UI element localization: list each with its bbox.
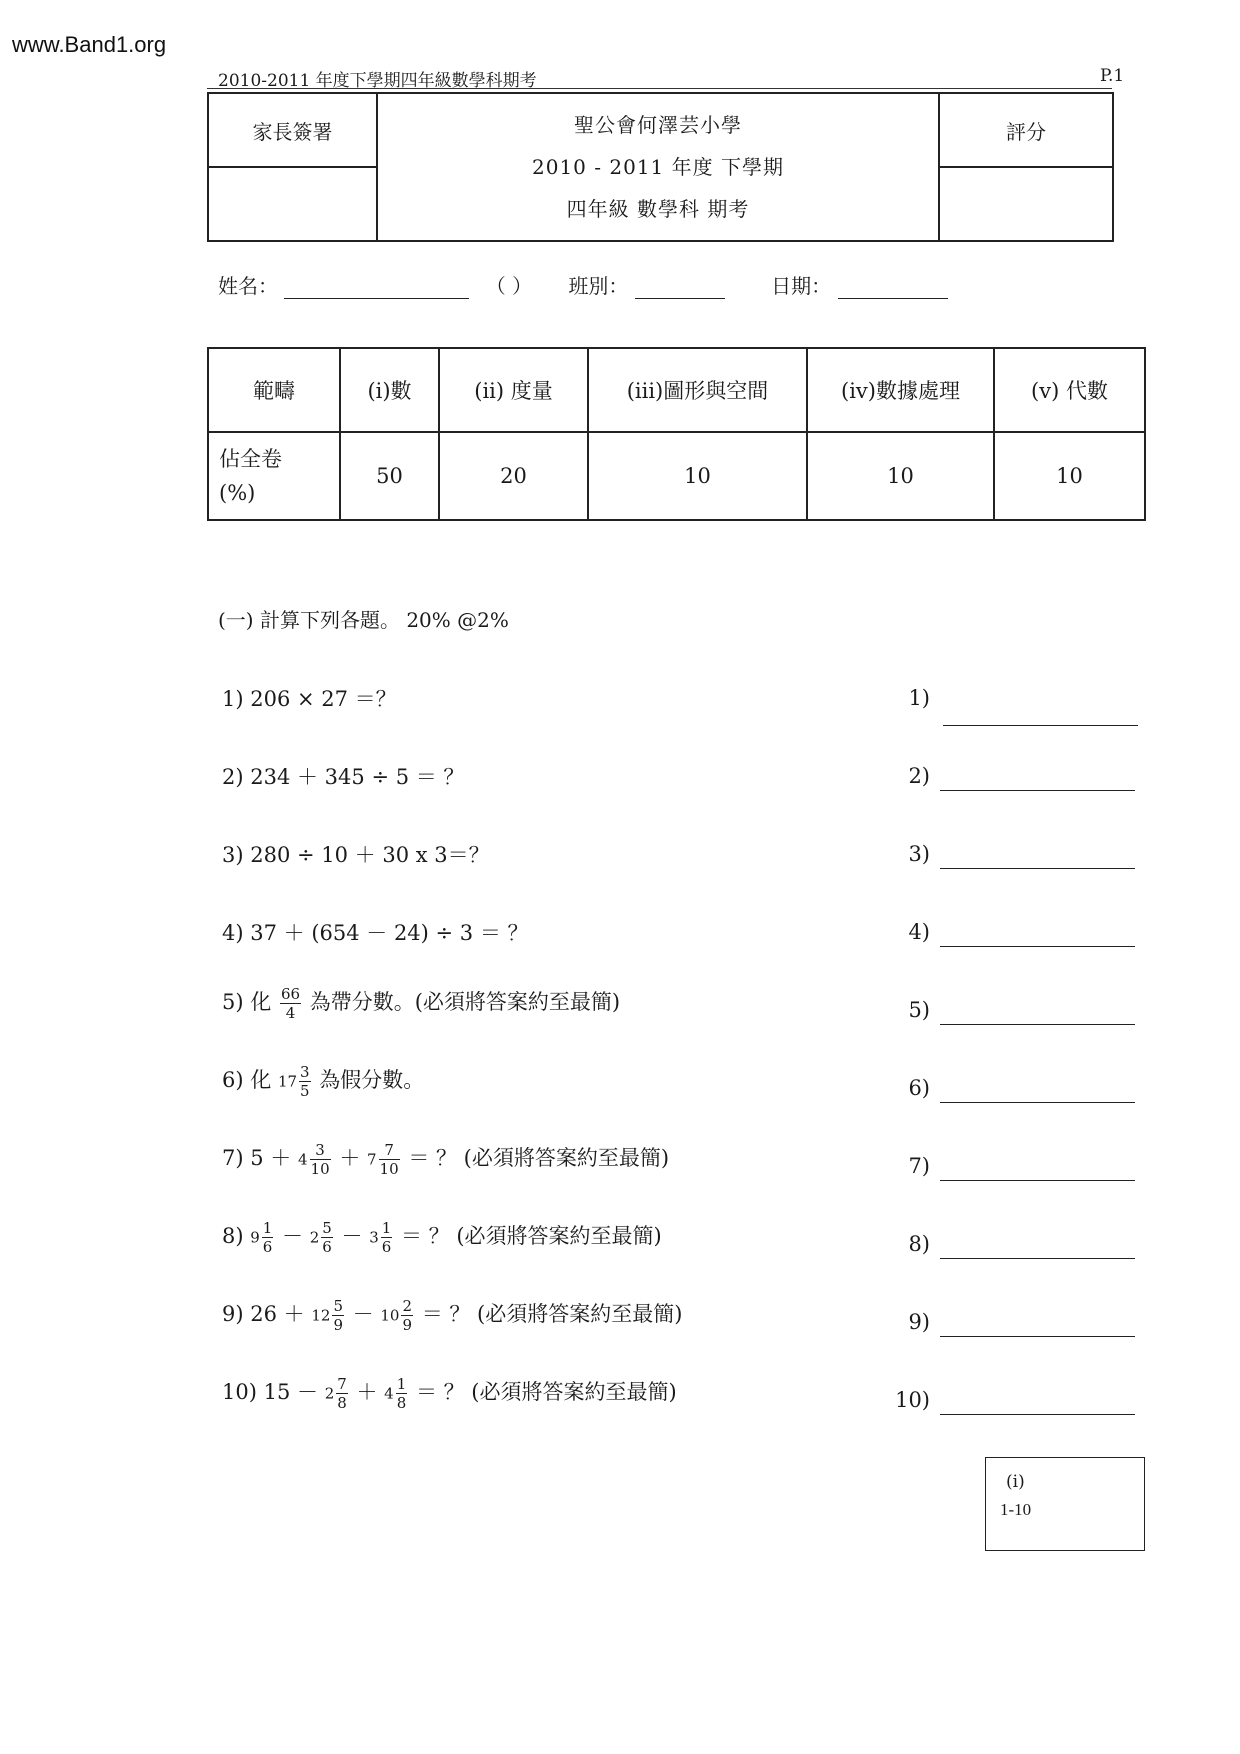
class-field[interactable]: [635, 278, 725, 299]
numerator: 1: [262, 1219, 273, 1237]
answer-line-5[interactable]: [940, 1022, 1135, 1025]
question-4: [222, 917, 529, 947]
question-text: 5 ＋: [250, 1146, 292, 1170]
category-header: (v) 代數: [994, 348, 1145, 432]
name-field[interactable]: [284, 278, 469, 299]
fraction: [310, 1141, 331, 1178]
question-number: 2): [222, 765, 244, 789]
watermark-url: www.Band1.org: [12, 32, 167, 57]
answer-label: 1): [908, 686, 930, 710]
category-percent: 20: [439, 432, 588, 520]
answer-label: 8): [908, 1232, 930, 1256]
denominator: 5: [300, 1082, 310, 1100]
percent-label-line2: (%): [219, 481, 256, 505]
question-text: ＝ ？ (必須將答案約至最簡): [421, 1302, 683, 1326]
numerator: 3: [300, 1063, 310, 1081]
answer-line-6[interactable]: [940, 1100, 1135, 1103]
fraction: [396, 1375, 408, 1412]
whole-number: 12: [311, 1306, 331, 1325]
numerator: 7: [379, 1141, 400, 1160]
category-header: (iii)圖形與空間: [588, 348, 807, 432]
numerator: 2: [402, 1297, 412, 1315]
header-rule: [207, 88, 1112, 89]
school-info-cell: [377, 93, 939, 241]
numerator: 1: [381, 1219, 392, 1237]
question-text: 為帶分數。(必須將答案約至最簡): [309, 990, 621, 1014]
operator: －: [282, 1224, 304, 1248]
operator: ＋: [339, 1146, 361, 1170]
fraction: [381, 1219, 393, 1256]
answer-line-7[interactable]: [940, 1178, 1135, 1181]
denominator: 10: [310, 1160, 330, 1178]
question-text: ＝ ？ (必須將答案約至最簡): [400, 1224, 662, 1248]
numerator: 5: [322, 1219, 332, 1237]
fraction: [401, 1297, 413, 1334]
parent-signature-label: 家長簽署: [208, 93, 377, 167]
numerator: 66: [280, 985, 301, 1003]
fraction: [262, 1219, 274, 1256]
answer-label: 2): [908, 764, 930, 788]
question-number: 1): [222, 687, 244, 711]
question-text: ＝ ？ (必須將答案約至最簡): [415, 1380, 677, 1404]
fraction: [299, 1063, 311, 1100]
parent-signature-field[interactable]: [208, 167, 377, 241]
question-6: [222, 1063, 424, 1100]
numerator: 5: [333, 1297, 343, 1315]
date-field[interactable]: [838, 278, 948, 299]
student-info-row: [218, 270, 948, 299]
category-percent: 10: [994, 432, 1145, 520]
whole-number: 2: [309, 1228, 320, 1247]
whole-number: 10: [380, 1306, 400, 1325]
category-row-header: 範疇: [208, 348, 340, 432]
answer-line-3[interactable]: [940, 866, 1135, 869]
numerator: 1: [396, 1375, 407, 1393]
page-number: P.1: [1100, 66, 1125, 86]
class-label: 班別：: [568, 274, 629, 298]
numerator: 7: [337, 1375, 347, 1393]
answer-label: 7): [908, 1154, 930, 1178]
denominator: 8: [396, 1394, 407, 1412]
answer-label: 3): [908, 842, 930, 866]
fraction: [321, 1219, 333, 1256]
question-1: [222, 683, 397, 713]
exam-header-title: 2010-2011 年度下學期四年級數學科期考: [218, 71, 537, 91]
denominator: 4: [285, 1004, 296, 1022]
numerator: 3: [310, 1141, 331, 1160]
whole-number: 2: [324, 1384, 335, 1403]
date-label: 日期：: [771, 274, 832, 298]
answer-line-9[interactable]: [940, 1334, 1135, 1337]
answer-line-8[interactable]: [940, 1256, 1135, 1259]
denominator: 6: [322, 1238, 332, 1256]
question-text: 234 ＋ 345 ÷ 5 ＝ ？: [250, 765, 465, 789]
category-header: (i)數: [340, 348, 439, 432]
fraction: [379, 1141, 400, 1178]
question-text: 為假分數。: [319, 1068, 425, 1092]
question-number: 9): [222, 1302, 244, 1326]
denominator: 10: [379, 1160, 399, 1178]
year-term: 2010 - 2011 年度 下學期: [532, 155, 784, 179]
question-text: 15 －: [263, 1380, 319, 1404]
whole-number: 9: [250, 1228, 260, 1247]
question-text: 206 × 27 ＝？: [250, 687, 397, 711]
category-percent: 10: [807, 432, 994, 520]
score-label: 評分: [939, 93, 1113, 167]
answer-label: 9): [908, 1310, 930, 1334]
whole-number: 17: [277, 1072, 298, 1091]
question-text: 37 ＋ (654 － 24) ÷ 3 ＝ ？: [250, 921, 529, 945]
percent-row-label: [208, 432, 340, 520]
answer-line-1[interactable]: [943, 723, 1138, 726]
question-5: [222, 985, 620, 1022]
answer-label: 10): [895, 1388, 930, 1412]
question-number: 4): [222, 921, 244, 945]
question-text: 化: [250, 990, 272, 1014]
denominator: 8: [337, 1394, 347, 1412]
category-header: (iv)數據處理: [807, 348, 994, 432]
fraction: [332, 1297, 344, 1334]
answer-label: 4): [908, 920, 930, 944]
question-text: 26 ＋: [250, 1302, 305, 1326]
question-7: [222, 1141, 669, 1178]
operator: ＋: [356, 1380, 378, 1404]
question-number: 5): [222, 990, 244, 1014]
question-10: [222, 1375, 677, 1412]
question-9: [222, 1297, 682, 1334]
question-text: 280 ÷ 10 ＋ 30 x 3＝？: [250, 843, 490, 867]
section-score-box[interactable]: [985, 1457, 1145, 1551]
name-label: 姓名：: [218, 274, 278, 298]
score-box-range: 1-10: [1000, 1500, 1032, 1519]
class-number-field[interactable]: （ ）: [485, 274, 533, 298]
header-table: [207, 92, 1114, 242]
score-box-section: (i): [1006, 1472, 1025, 1492]
answer-line-4[interactable]: [940, 944, 1135, 947]
denominator: 9: [402, 1316, 412, 1334]
whole-number: 7: [367, 1150, 377, 1169]
fraction: [280, 985, 301, 1022]
operator: －: [352, 1302, 374, 1326]
fraction: [336, 1375, 348, 1412]
whole-number: 4: [384, 1384, 394, 1403]
question-text: 化: [250, 1068, 272, 1092]
answer-line-10[interactable]: [940, 1412, 1135, 1415]
percent-label-line1: 佔全卷: [219, 447, 282, 471]
whole-number: 3: [369, 1228, 379, 1247]
question-text: ＝ ？ (必須將答案約至最簡): [408, 1146, 670, 1170]
question-3: [222, 839, 490, 869]
operator: －: [341, 1224, 363, 1248]
answer-label: 6): [908, 1076, 930, 1100]
question-2: [222, 761, 464, 791]
question-number: 10): [222, 1380, 257, 1404]
answer-label: 5): [908, 998, 930, 1022]
category-weight-table: [207, 347, 1146, 521]
denominator: 6: [381, 1238, 392, 1256]
category-percent: 50: [340, 432, 439, 520]
question-number: 7): [222, 1146, 244, 1170]
category-percent: 10: [588, 432, 807, 520]
answer-line-2[interactable]: [940, 788, 1135, 791]
question-number: 6): [222, 1068, 244, 1092]
score-field[interactable]: [939, 167, 1113, 241]
denominator: 9: [333, 1316, 343, 1334]
question-number: 3): [222, 843, 244, 867]
exam-name: 四年級 數學科 期考: [566, 197, 750, 221]
question-8: [222, 1219, 662, 1256]
section-title: (一) 計算下列各題。 20% @2%: [218, 608, 509, 632]
denominator: 6: [262, 1238, 273, 1256]
whole-number: 4: [297, 1150, 308, 1169]
school-name: 聖公會何澤芸小學: [574, 113, 742, 137]
category-header: (ii) 度量: [439, 348, 588, 432]
question-number: 8): [222, 1224, 244, 1248]
